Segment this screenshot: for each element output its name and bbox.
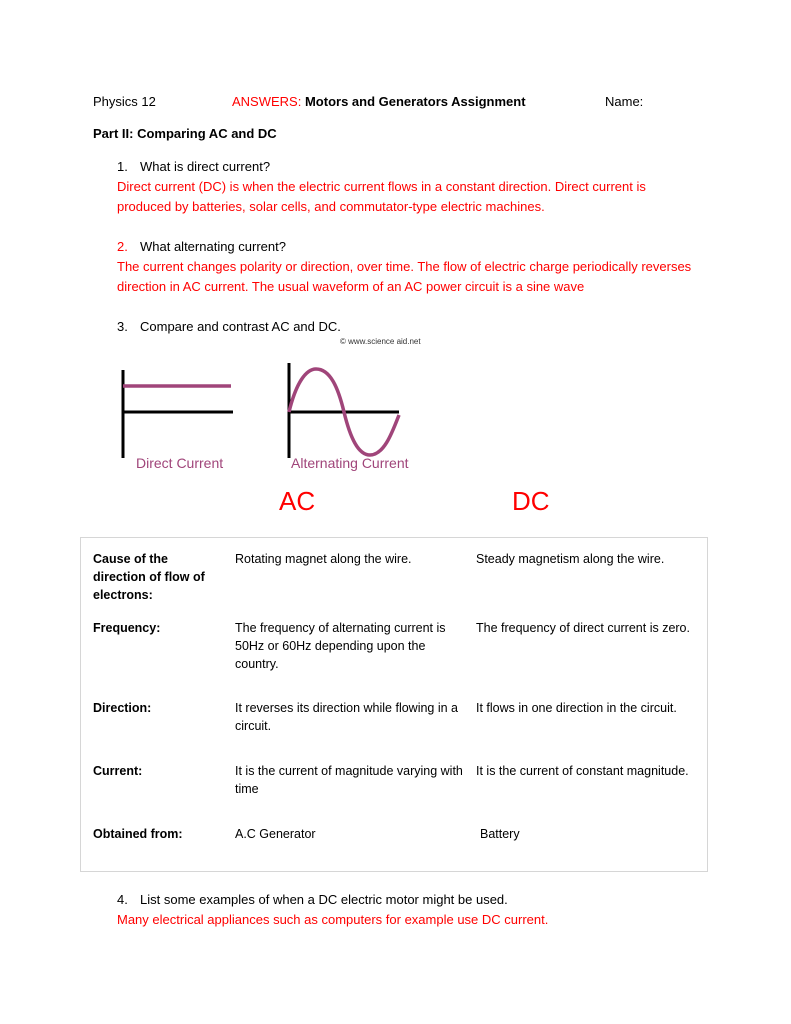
answer-1-line-1: Direct current (DC) is when the electric current flows in a constant direction. Direct current is [117, 179, 646, 194]
dc-cell: The frequency of direct current is zero. [476, 620, 690, 635]
ac-heading: AC [279, 486, 316, 516]
ac-cell: It reverses its direction while flowing in a circuit. [235, 700, 459, 733]
dc-cell: Battery [480, 826, 520, 841]
row-label: Cause of the direction of flow of electrons: [93, 552, 205, 602]
ac-cell: Rotating magnet along the wire. [235, 552, 412, 566]
question-2-number: 2. [117, 239, 128, 254]
question-1-number: 1. [117, 159, 128, 174]
table-row [81, 762, 708, 825]
course-label: Physics 12 [93, 94, 156, 109]
dc-cell: Steady magnetism along the wire. [476, 552, 665, 566]
answer-1 [117, 177, 707, 217]
table-row [81, 538, 708, 619]
dc-cell: It flows in one direction in the circuit. [476, 700, 677, 715]
dc-caption: Direct Current [136, 455, 224, 471]
row-label: Frequency: [93, 620, 161, 635]
title-text: Motors and Generators Assignment [304, 94, 526, 109]
dc-heading: DC [512, 486, 550, 516]
question-4-text: List some examples of when a DC electric motor might be used. [140, 892, 508, 907]
ac-cell: The frequency of alternating current is 50Hz or 60Hz depending upon the country. [235, 620, 446, 671]
table-row [81, 619, 708, 699]
question-4-number: 4. [117, 892, 128, 907]
ac-caption: Alternating Current [291, 455, 409, 471]
row-label: Obtained from: [93, 826, 183, 841]
row-label: Direction: [93, 700, 152, 715]
answer-2-line-1: The current changes polarity or direction, over time. The flow of electric charge periodically reverses [117, 259, 692, 274]
ac-cell: A.C Generator [235, 826, 316, 841]
answer-2-line-2: direction in AC current. The usual waveform of an AC power circuit is a sine wave [117, 279, 585, 294]
question-3-text: Compare and contrast AC and DC. [140, 319, 341, 334]
part-title: Part II: Comparing AC and DC [93, 126, 277, 141]
question-3-number: 3. [117, 319, 128, 334]
name-label: Name: [605, 94, 644, 109]
comparison-table [80, 537, 708, 872]
figure-credit: © www.science aid.net [340, 337, 421, 346]
answer-4: Many electrical appliances such as computers for example use DC current. [117, 912, 549, 927]
answer-1-line-2: produced by batteries, solar cells, and commutator-type electric machines. [117, 199, 545, 214]
ac-cell: It is the current of magnitude varying with time [235, 763, 463, 796]
row-label: Current: [93, 763, 143, 778]
assignment-title [232, 92, 526, 112]
question-1-text: What is direct current? [140, 159, 271, 174]
answers-label: ANSWERS: [232, 94, 302, 109]
question-2-text: What alternating current? [140, 239, 286, 254]
answer-2 [117, 257, 707, 297]
table-row [81, 699, 708, 762]
dc-cell: It is the current of constant magnitude. [476, 763, 689, 778]
table-row [81, 825, 708, 872]
